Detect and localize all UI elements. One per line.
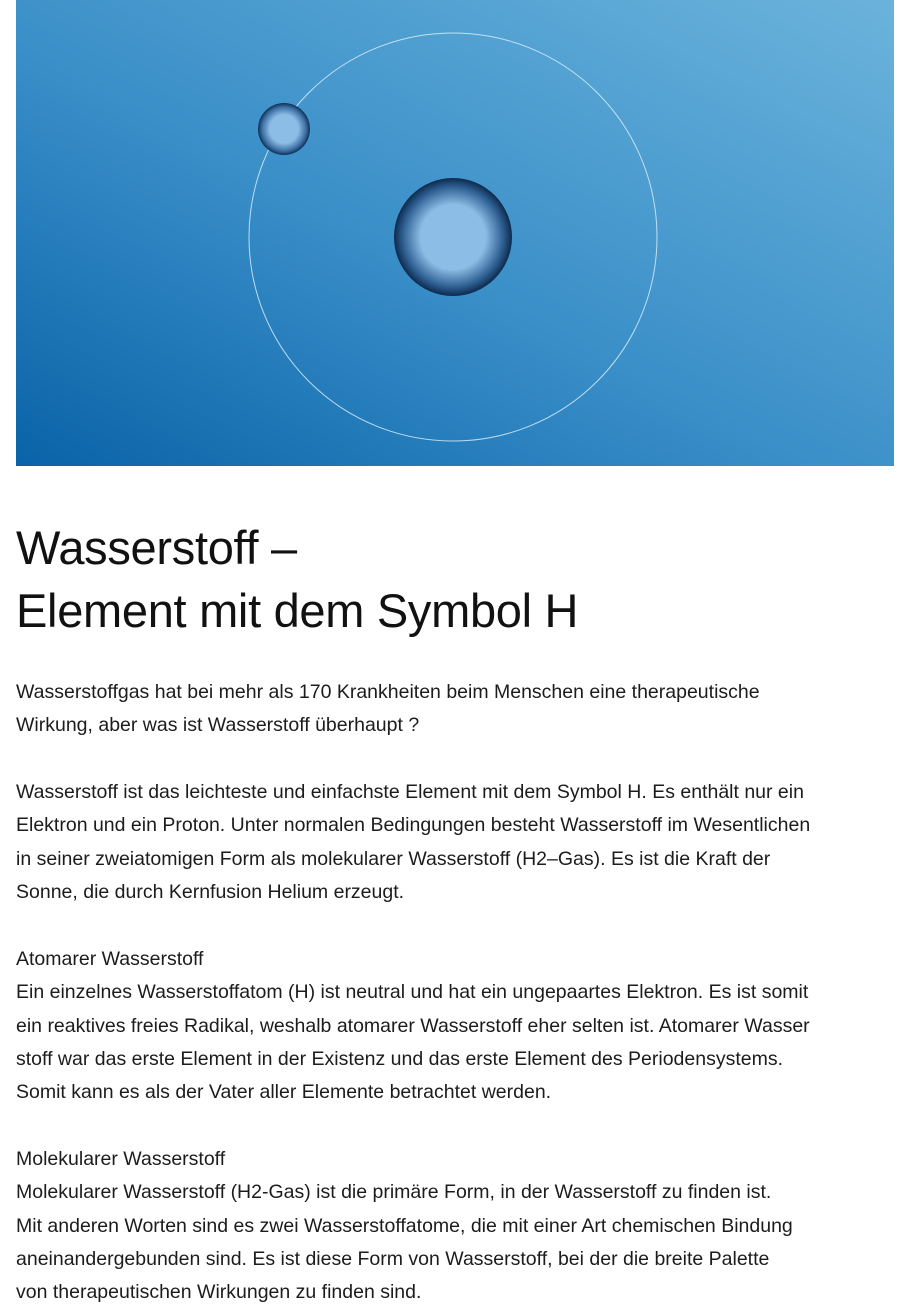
text-line: aneinandergebunden sind. Es ist diese Form von Wasserstoff, bei der die breite Palette [16, 1247, 770, 1270]
title-line-2: Element mit dem Symbol H [16, 584, 579, 637]
text-line: Elektron und ein Proton. Unter normalen Bedingungen besteht Wasserstoff im Wesentlichen [16, 814, 811, 837]
section-heading: Molekularer Wasserstoff [16, 1148, 226, 1170]
text-line: in seiner zweiatomigen Form als molekularer Wasserstoff (H2–Gas). Es ist die Kraft der [16, 847, 771, 870]
electron [258, 103, 310, 155]
title-line-1: Wasserstoff – [16, 521, 297, 574]
text-line: ein reaktives freies Radikal, weshalb atomarer Wasserstoff eher selten ist. Atomarer Wasser [16, 1014, 810, 1037]
text-line: von therapeutischen Wirkungen zu finden sind. [16, 1281, 422, 1304]
text-line: Mit anderen Worten sind es zwei Wasserstoffatome, die mit einer Art chemischen Bindung [16, 1214, 793, 1237]
hero-illustration [16, 0, 894, 466]
text-line: Sonne, die durch Kernfusion Helium erzeugt. [16, 880, 405, 903]
intro-paragraph [16, 676, 896, 743]
definition-paragraph [16, 776, 896, 909]
nucleus-proton [394, 178, 512, 296]
text-line: Wirkung, aber was ist Wasserstoff überhaupt ? [16, 714, 420, 737]
section-heading: Atomarer Wasserstoff [16, 948, 204, 970]
text-line: Ein einzelnes Wasserstoffatom (H) ist neutral und hat ein ungepaartes Elektron. Es ist somit [16, 981, 809, 1004]
text-line: Wasserstoff ist das leichteste und einfachste Element mit dem Symbol H. Es enthält nur ein [16, 781, 804, 803]
text-line: stoff war das erste Element in der Existenz und das erste Element des Periodensystems. [16, 1047, 784, 1070]
hydrogen-atom-graphic [16, 0, 894, 466]
text-line: Wasserstoffgas hat bei mehr als 170 Krankheiten beim Menschen eine therapeutische [16, 681, 760, 703]
molecular-hydrogen-section [16, 1143, 896, 1309]
page-title [16, 516, 578, 642]
text-line: Somit kann es als der Vater aller Elemente betrachtet werden. [16, 1081, 552, 1104]
atomic-hydrogen-section [16, 943, 896, 1109]
text-line: Molekularer Wasserstoff (H2-Gas) ist die primäre Form, in der Wasserstoff zu finden ist. [16, 1181, 772, 1204]
